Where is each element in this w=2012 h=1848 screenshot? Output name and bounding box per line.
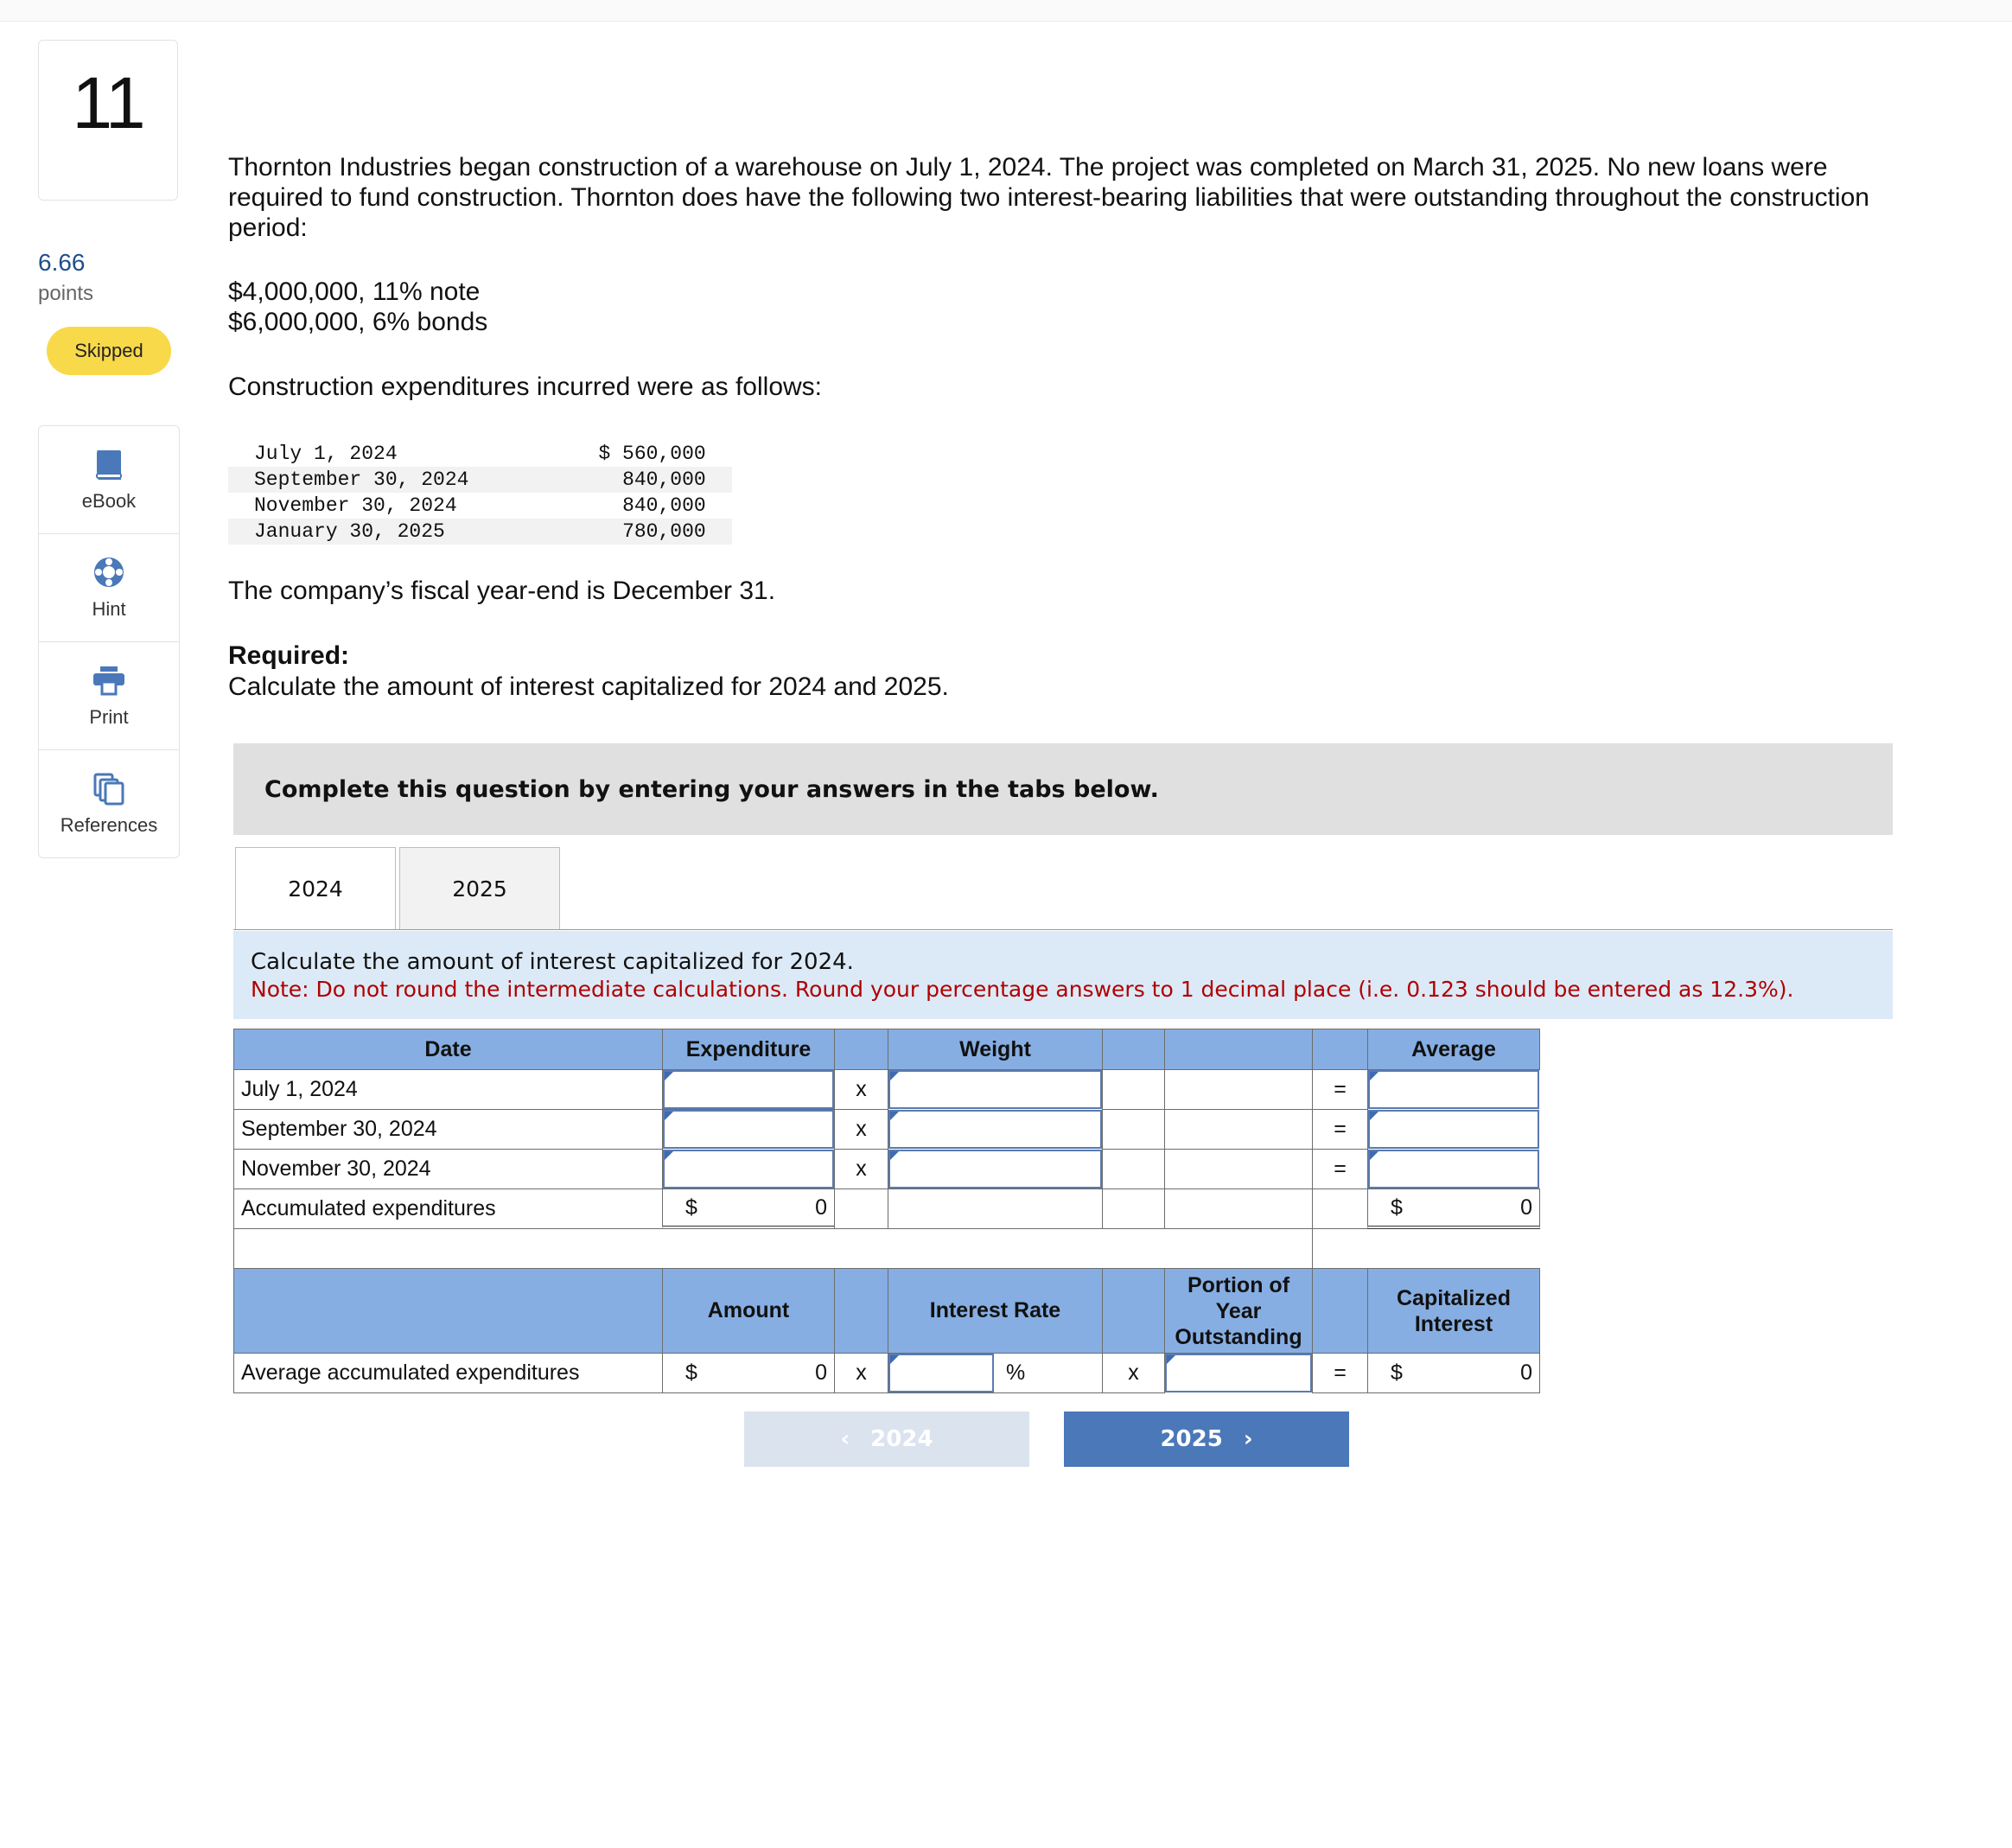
weight-input[interactable] <box>888 1150 1102 1188</box>
average-input[interactable] <box>1368 1150 1539 1188</box>
top-bar <box>0 0 2012 22</box>
liability-item: $4,000,000, 11% note <box>228 277 481 306</box>
header-blank <box>233 1268 663 1354</box>
average-amount-value: 0 <box>815 1361 827 1385</box>
expenditure-date: September 30, 2024 <box>228 467 494 493</box>
header-weight: Weight <box>888 1029 1103 1070</box>
accumulated-expenditure-total <box>662 1188 835 1229</box>
prev-tab-button[interactable] <box>744 1411 1029 1467</box>
expenditure-input[interactable] <box>663 1070 834 1109</box>
points-value: 6.66 <box>38 249 86 276</box>
next-tab-button[interactable] <box>1064 1411 1349 1467</box>
blank-cell <box>1102 1188 1165 1229</box>
expenditures-table <box>228 441 732 545</box>
accumulated-average-value: 0 <box>1520 1195 1532 1220</box>
expenditure-amount: 840,000 <box>494 467 731 493</box>
header-blank <box>834 1029 888 1070</box>
print-label: Print <box>89 706 129 728</box>
accumulated-average-total <box>1367 1188 1540 1229</box>
references-button[interactable] <box>39 750 179 857</box>
row-date: November 30, 2024 <box>233 1149 663 1189</box>
blank-cell <box>834 1188 888 1229</box>
header-date: Date <box>233 1029 663 1070</box>
blank-cell <box>1312 1188 1368 1229</box>
currency-sign: $ <box>685 1361 697 1385</box>
row-date: July 1, 2024 <box>233 1069 663 1110</box>
header-blank <box>1312 1268 1368 1354</box>
blank-cell <box>1164 1069 1313 1110</box>
header-blank <box>1164 1029 1313 1070</box>
weight-input[interactable] <box>888 1070 1102 1109</box>
currency-sign: $ <box>1391 1195 1403 1220</box>
interest-rate-input[interactable] <box>888 1354 994 1392</box>
expenditure-date: July 1, 2024 <box>254 443 398 465</box>
header-amount: Amount <box>662 1268 835 1354</box>
question-number: 11 <box>72 61 144 143</box>
tab-2025[interactable]: 2025 <box>399 847 560 930</box>
portion-of-year-input[interactable] <box>1165 1354 1312 1392</box>
header-capitalized-interest: Capitalized Interest <box>1367 1268 1540 1354</box>
instruction-text: Complete this question by entering your answers in the tabs below. <box>264 775 1159 803</box>
times-sign: x <box>1102 1353 1165 1393</box>
average-input[interactable] <box>1368 1110 1539 1149</box>
required-title: Required: <box>228 641 350 670</box>
hint-button[interactable] <box>39 534 179 642</box>
blank-cell <box>1102 1109 1165 1150</box>
currency-sign: $ <box>1391 1361 1403 1385</box>
tab-instructions <box>233 931 1893 1019</box>
question-number-box <box>38 40 178 201</box>
times-sign: x <box>834 1069 888 1110</box>
equals-sign: = <box>1312 1149 1368 1189</box>
equals-sign: = <box>1312 1069 1368 1110</box>
accumulated-label: Accumulated expenditures <box>233 1188 663 1229</box>
accumulated-expenditure-value: 0 <box>815 1195 827 1220</box>
references-label: References <box>60 814 158 836</box>
chevron-right-icon: › <box>1243 1426 1253 1452</box>
expenditures-intro: Construction expenditures incurred were as follows: <box>228 373 822 401</box>
rounding-note: Note: Do not round the intermediate calculations. Round your percentage answers to 1 decimal place (i.e. 0.123 should be entered as 12.3%). <box>251 977 1794 1002</box>
header-portion-of-year: Portion of Year Outstanding <box>1164 1268 1313 1354</box>
capitalized-interest-cell <box>1367 1353 1540 1393</box>
average-input[interactable] <box>1368 1070 1539 1109</box>
header-blank <box>834 1268 888 1354</box>
points-label: points <box>38 282 94 305</box>
worksheet <box>233 1029 1540 1393</box>
instruction-banner <box>233 743 1893 835</box>
table-row <box>228 519 732 545</box>
blank-cell <box>1164 1188 1313 1229</box>
copy-icon <box>92 771 126 806</box>
answer-tabs <box>235 847 563 930</box>
liabilities-list <box>228 277 487 337</box>
book-icon <box>92 447 126 481</box>
expenditure-date: November 30, 2024 <box>254 494 457 517</box>
times-sign: x <box>834 1353 888 1393</box>
header-blank <box>1312 1029 1368 1070</box>
next-tab-label: 2025 <box>1160 1426 1223 1452</box>
required-text: Calculate the amount of interest capitalized for 2024 and 2025. <box>228 672 949 701</box>
ebook-button[interactable] <box>39 426 179 534</box>
lifebuoy-icon <box>92 555 126 589</box>
liability-item: $6,000,000, 6% bonds <box>228 308 488 336</box>
weight-input[interactable] <box>888 1110 1102 1149</box>
blank-cell <box>888 1188 1103 1229</box>
header-average: Average <box>1367 1029 1540 1070</box>
chevron-left-icon: ‹ <box>840 1426 850 1452</box>
tab-title: Calculate the amount of interest capitalized for 2024. <box>251 949 854 975</box>
percent-sign: % <box>1006 1361 1026 1385</box>
prev-tab-label: 2024 <box>870 1426 933 1452</box>
table-row <box>228 441 732 467</box>
header-blank <box>1102 1268 1165 1354</box>
expenditure-date: January 30, 2025 <box>228 519 494 545</box>
header-blank <box>1102 1029 1165 1070</box>
header-interest-rate: Interest Rate <box>888 1268 1103 1354</box>
ebook-label: eBook <box>81 490 137 512</box>
tab-divider <box>233 929 1893 930</box>
printer-icon <box>92 663 126 698</box>
equals-sign: = <box>1312 1353 1368 1393</box>
tools-panel <box>38 425 180 858</box>
blank-cell <box>1102 1069 1165 1110</box>
status-badge: Skipped <box>47 327 171 375</box>
times-sign: x <box>834 1149 888 1189</box>
table-row <box>228 493 732 519</box>
blank-cell <box>1164 1149 1313 1189</box>
row-date: September 30, 2024 <box>233 1109 663 1150</box>
print-button[interactable] <box>39 642 179 750</box>
capitalized-interest-value: 0 <box>1520 1361 1532 1385</box>
expenditure-amount: $ 560,000 <box>598 443 706 465</box>
times-sign: x <box>834 1109 888 1150</box>
tab-2024[interactable]: 2024 <box>235 847 396 930</box>
expenditure-amount: 840,000 <box>622 494 706 517</box>
hint-label: Hint <box>92 598 126 620</box>
equals-sign: = <box>1312 1109 1368 1150</box>
blank-cell <box>1102 1149 1165 1189</box>
header-expenditure: Expenditure <box>662 1029 835 1070</box>
expenditure-amount: 780,000 <box>494 519 731 545</box>
currency-sign: $ <box>685 1195 697 1220</box>
question-intro: Thornton Industries began construction of a warehouse on July 1, 2024. The project was completed on March 31, 2025. No new loans were required to fund construction. Thornton does have the following two interest-bearing liabilities that were outstanding throughout the construction period: <box>228 153 1869 242</box>
expenditure-input[interactable] <box>663 1110 834 1149</box>
average-amount-cell <box>662 1353 835 1393</box>
table-row <box>228 467 732 493</box>
expenditure-input[interactable] <box>663 1150 834 1188</box>
average-accumulated-label: Average accumulated expenditures <box>233 1353 663 1393</box>
spacer-row <box>233 1228 1313 1269</box>
fiscal-year-text: The company’s fiscal year-end is December 31. <box>228 577 776 605</box>
blank-cell <box>1164 1109 1313 1150</box>
